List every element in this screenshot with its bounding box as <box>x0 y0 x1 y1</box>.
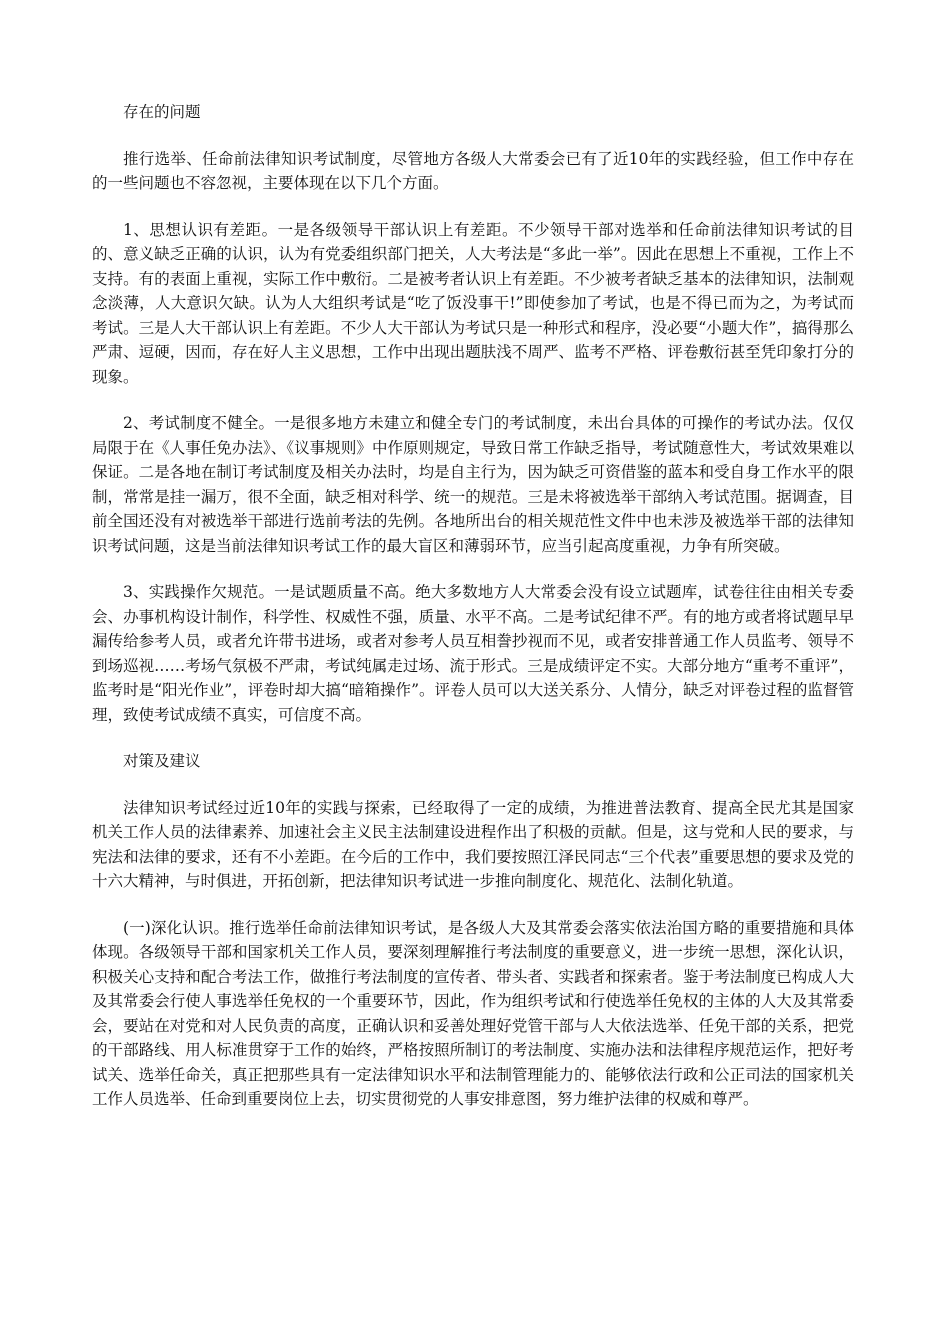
section-heading-suggestions: 对策及建议 <box>123 752 201 770</box>
paragraph-suggestions-intro: 法律知识考试经过近10年的实践与探索，已经取得了一定的成绩，为推进普法教育、提高全民尤其是国家机关工作人员的法律素养、加速社会主义民主法制建设进程作出了积极的贡献。但是，这与党和人民的要求，与宪法和法律的要求，还有不小差距。在今后的工作中，我们要按照江泽民同志“三个代表”重要思想的要求及党的十六大精神，与时俱进，开拓创新，把法律知识考试进一步推向制度化、规范化、法制化轨道。 <box>92 798 854 890</box>
paragraph-point-3: 3、实践操作欠规范。一是试题质量不高。绝大多数地方人大常委会没有设立试题库，试卷往往由相关专委会、办事机构设计制作，科学性、权威性不强，质量、水平不高。二是考试纪律不严。有的地方或者将试题早早漏传给参考人员，或者允许带书进场，或者对参考人员互相誊抄视而不见，或者安排普通工作人员监考、领导不到场巡视……考场气氛极不严肃，考试纯属走过场、流于形式。三是成绩评定不实。大部分地方“重考不重评”，监考时是“阳光作业”，评卷时却大搞“暗箱操作”。评卷人员可以大送关系分、人情分，缺乏对评卷过程的监督管理，致使考试成绩不真实，可信度不高。 <box>92 583 854 724</box>
paragraph-intro: 推行选举、任命前法律知识考试制度，尽管地方各级人大常委会已有了近10年的实践经验，但工作中存在的一些问题也不容忽视，主要体现在以下几个方面。 <box>92 149 854 192</box>
paragraph-point-1: 1、思想认识有差距。一是各级领导干部认识上有差距。不少领导干部对选举和任命前法律知识考试的目的、意义缺乏正确的认识，认为有党委组织部门把关，人大考法是“多此一举”。因此在思想上不重视，工作上不支持。有的表面上重视，实际工作中敷衍。二是被考者认识上有差距。不少被考者缺乏基本的法律知识，法制观念淡薄，人大意识欠缺。认为人大组织考试是“吃了饭没事干!”即使参加了考试，也是不得已而为之，为考试而考试。三是人大干部认识上有差距。不少人大干部认为考试只是一种形式和程序，没必要“小题大作”，搞得那么严肃、逗硬，因而，存在好人主义思想，工作中出现出题肤浅不周严、监考不严格、评卷敷衍甚至凭印象打分的现象。 <box>92 220 854 386</box>
section-heading-problems: 存在的问题 <box>123 103 201 121</box>
paragraph-point-2: 2、考试制度不健全。一是很多地方未建立和健全专门的考试制度，未出台具体的可操作的考试办法。仅仅局限于在《人事任免办法》、《议事规则》中作原则规定，导致日常工作缺乏指导，考试随意性大，考试效果难以保证。二是各地在制订考试制度及相关办法时，均是自主行为，因为缺乏可资借鉴的蓝本和受自身工作水平的限制，常常是挂一漏万，很不全面，缺乏相对科学、统一的规范。三是未将被选举干部纳入考试范围。据调查，目前全国还没有对被选举干部进行选前考法的先例。各地所出台的相关规范性文件中也未涉及被选举干部的法律知识考试问题，这是当前法律知识考试工作的最大盲区和薄弱环节，应当引起高度重视，力争有所突破。 <box>92 414 854 555</box>
document-page <box>92 100 854 1134</box>
paragraph-suggestion-1: (一)深化认识。推行选举任命前法律知识考试，是各级人大及其常委会落实依法治国方略的重要措施和具体体现。各级领导干部和国家机关工作人员，要深刻理解推行考法制度的重要意义，进一步统一思想，深化认识，积极关心支持和配合考法工作，做推行考法制度的宣传者、带头者、实践者和探索者。鉴于考法制度已构成人大及其常委会行使人事选举任免权的一个重要环节，因此，作为组织考试和行使选举任免权的主体的人大及其常委会，要站在对党和对人民负责的高度，正确认识和妥善处理好党管干部与人大依法选举、任免干部的关系，把党的干部路线、用人标准贯穿于工作的始终，严格按照所制订的考法制度、实施办法和法律程序规范运作，把好考试关、选举任命关，真正把那些具有一定法律知识水平和法制管理能力的、能够依法行政和公正司法的国家机关工作人员选举、任命到重要岗位上去，切实贯彻党的人事安排意图，努力维护法律的权威和尊严。 <box>92 918 854 1108</box>
